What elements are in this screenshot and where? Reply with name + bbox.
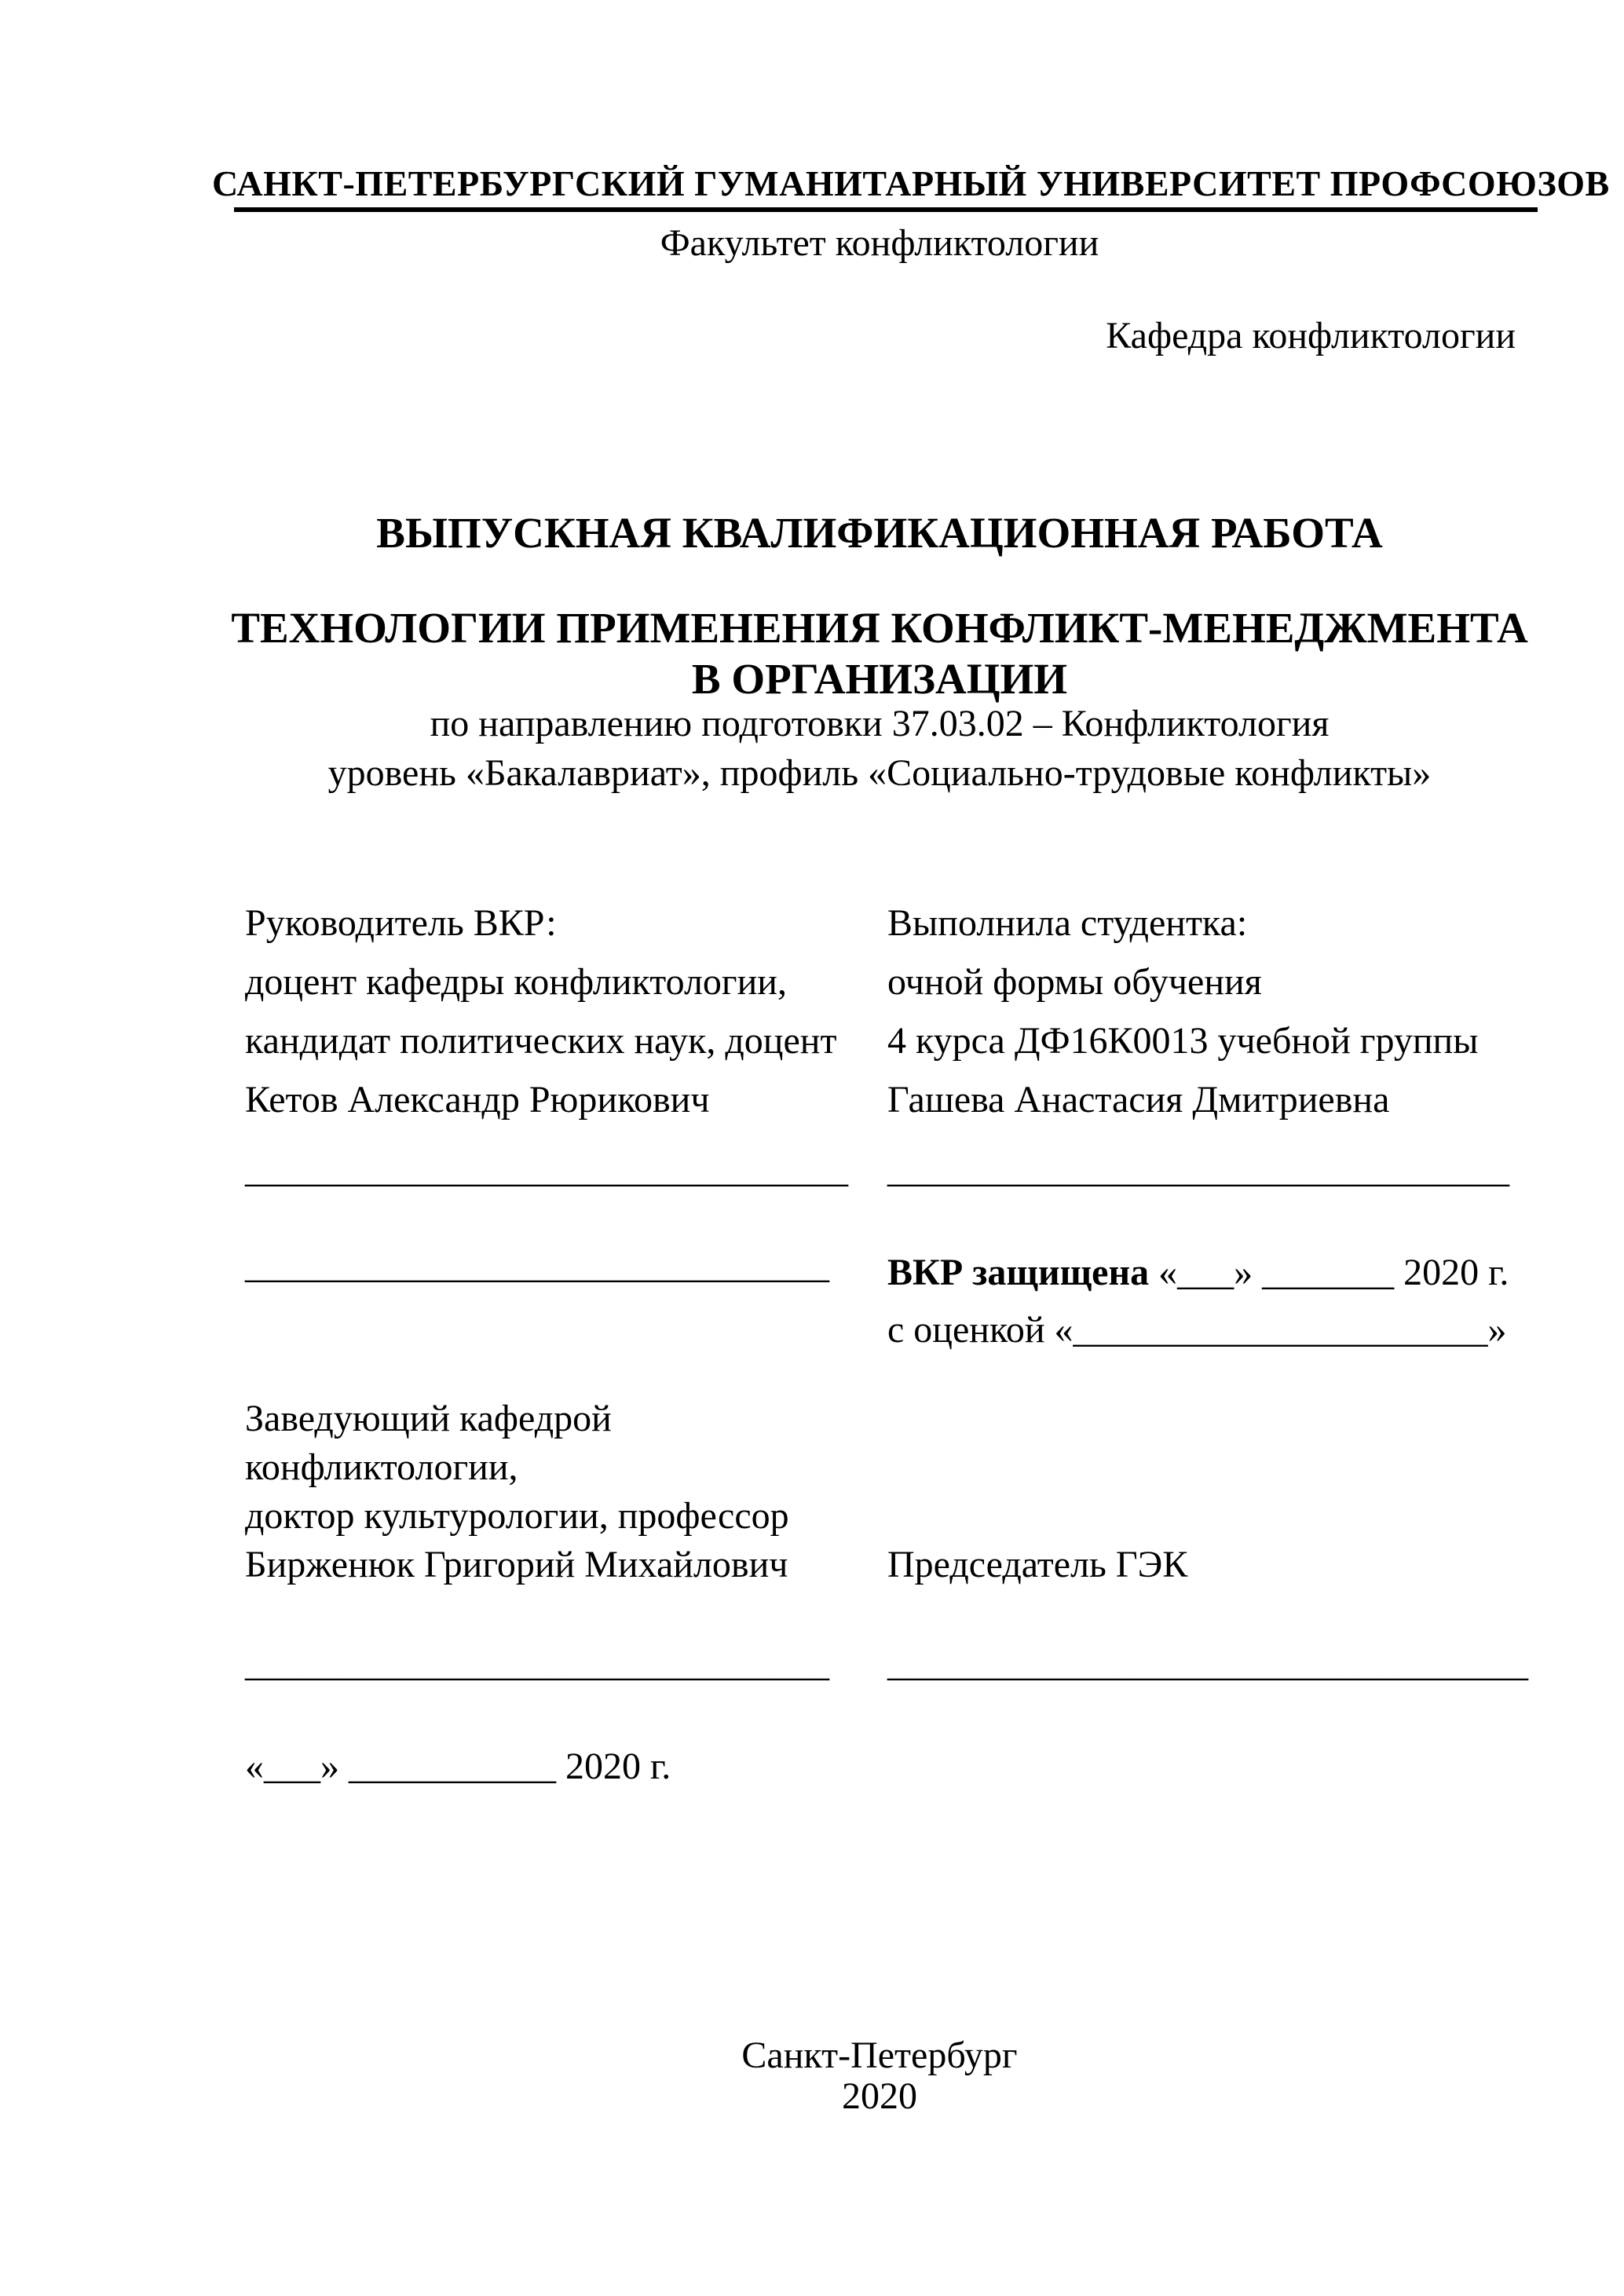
head-of-department-degree-line: доктор культурологии, профессор: [245, 1495, 789, 1537]
department-line: Кафедра конфликтологии: [1106, 315, 1516, 356]
supervisor-name: Кетов Александр Рюрикович: [245, 1079, 710, 1121]
chairman-signature-line: __________________________________: [887, 1643, 1528, 1684]
defense-status-bold: ВКР защищена: [887, 1252, 1150, 1293]
date-block: [245, 1738, 671, 1795]
work-type-heading: ВЫПУСКНАЯ КВАЛИФИКАЦИОННАЯ РАБОТА: [376, 509, 1383, 557]
head-of-department-date-line: «___» ___________ 2020 г.: [245, 1746, 671, 1787]
supervisor-signature-line-1: ________________________________: [245, 1149, 848, 1190]
supervisor-block: [245, 894, 836, 1129]
supervisor-signature-line-2: _______________________________: [245, 1245, 829, 1286]
supervisor-position-line: доцент кафедры конфликтологии,: [245, 961, 787, 1003]
defense-status-date: «___» _______ 2020 г.: [1149, 1252, 1509, 1293]
head-of-department-block: [245, 1395, 789, 1589]
supervisor-degree-line: кандидат политических наук, доцент: [245, 1020, 837, 1062]
student-block: [887, 894, 1478, 1129]
student-group-line: 4 курса ДФ16К0013 учебной группы: [887, 1020, 1479, 1062]
header-rule: [234, 207, 1538, 212]
defense-block: [887, 1244, 1509, 1358]
head-of-department-signature-line: _______________________________: [245, 1643, 829, 1684]
student-name: Гашева Анастасия Дмитриевна: [887, 1079, 1390, 1121]
level-profile-line: уровень «Бакалавриат», профиль «Социально-трудовые конфликты»: [327, 752, 1432, 794]
thesis-title-line2: В ОРГАНИЗАЦИИ: [691, 655, 1068, 703]
head-of-department-title-line1: Заведующий кафедрой: [245, 1398, 612, 1439]
thesis-title-line1: ТЕХНОЛОГИИ ПРИМЕНЕНИЯ КОНФЛИКТ-МЕНЕДЖМЕНТА: [231, 604, 1528, 652]
defense-status-line: [887, 1244, 1509, 1301]
program-line: по направлению подготовки 37.03.02 – Конфликтология: [430, 703, 1330, 744]
year-line: 2020: [842, 2075, 917, 2117]
student-label: Выполнила студентка:: [887, 902, 1248, 944]
defense-grade-line: с оценкой «______________________»: [887, 1309, 1507, 1351]
student-signature-line: _________________________________: [887, 1149, 1509, 1190]
committee-chairman-label: Председатель ГЭК: [887, 1544, 1188, 1585]
city-line: Санкт-Петербург: [741, 2035, 1018, 2076]
supervisor-label: Руководитель ВКР:: [245, 902, 557, 944]
head-of-department-title-line2: конфликтологии,: [245, 1446, 518, 1488]
committee-block: [887, 1541, 1187, 1589]
head-of-department-name: Бирженюк Григорий Михайлович: [245, 1544, 788, 1585]
student-study-form-line: очной формы обучения: [887, 961, 1262, 1003]
faculty-line: Факультет конфликтологии: [660, 222, 1099, 264]
university-header: САНКТ-ПЕТЕРБУРГСКИЙ ГУМАНИТАРНЫЙ УНИВЕРСИТЕТ ПРОФСОЮЗОВ: [212, 163, 1610, 203]
